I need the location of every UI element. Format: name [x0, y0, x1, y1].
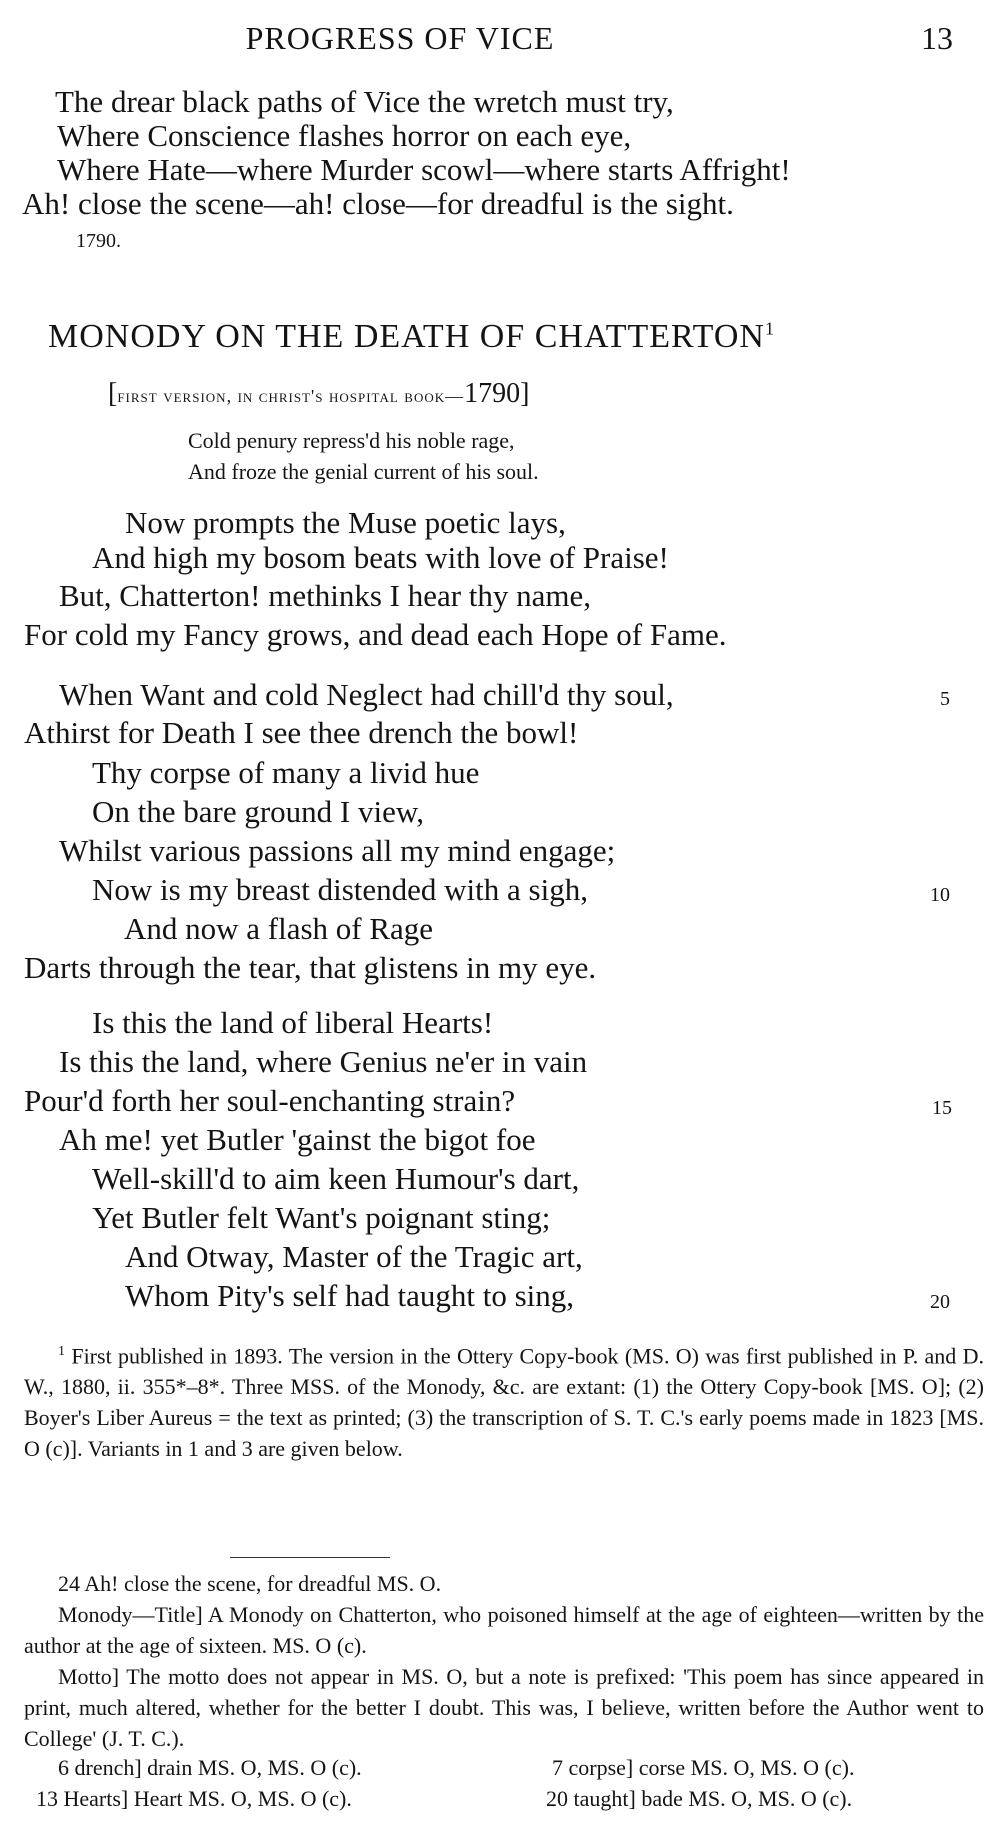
- verse-line: Darts through the tear, that glistens in my eye.: [24, 950, 597, 985]
- variant-note: 13 Hearts] Heart MS. O, MS. O (c).: [36, 1786, 352, 1811]
- verse-line: Athirst for Death I see thee drench the bowl!: [24, 715, 579, 750]
- verse-line: Yet Butler felt Want's poignant sting;: [92, 1200, 551, 1235]
- poem-subtitle: [first version, in christ's hospital book—1790]: [108, 378, 530, 409]
- verse-line: And Otway, Master of the Tragic art,: [125, 1239, 583, 1274]
- verse-line: And high my bosom beats with love of Praise!: [92, 540, 669, 575]
- motto-line: And froze the genial current of his soul.: [188, 459, 539, 484]
- running-header: PROGRESS OF VICE: [245, 20, 555, 56]
- verse-line: Ah! close the scene—ah! close—for dreadful is the sight.: [22, 186, 734, 221]
- verse-line: Is this the land of liberal Hearts!: [92, 1005, 494, 1040]
- footnote: $^1$ First published in 1893. The version in the Ottery Copy-book (MS. O) was first published in P. and D. W., 1880, ii. 355*–8*. Three MSS. of the Monody, &c. are extant: (1) the Ottery Copy-book [MS. O]; (2) Boyer's Liber Aureus = the text as printed; (3) the transcription of S. T. C.'s early poems made in 1823 [MS. O (c)]. Variants in 1 and 3 are given below.: [24, 1343, 985, 1462]
- verse-line: Whom Pity's self had taught to sing,: [125, 1278, 575, 1313]
- line-number: 5: [940, 688, 950, 710]
- line-number: 10: [930, 884, 950, 906]
- verse-line: On the bare ground I view,: [92, 794, 424, 829]
- variant-note: Monody—Title] A Monody on Chatterton, who poisoned himself at the age of eighteen—written by the author at the age of sixteen. MS. O (c).: [24, 1602, 984, 1658]
- divider: [230, 1557, 390, 1558]
- variant-note: 7 corpse] corse MS. O, MS. O (c).: [552, 1755, 855, 1780]
- motto-line: Cold penury repress'd his noble rage,: [188, 428, 515, 453]
- poem-date: 1790.: [76, 230, 121, 252]
- footnote-marker: 1: [58, 1344, 65, 1359]
- verse-line: For cold my Fancy grows, and dead each Hope of Fame.: [24, 617, 727, 652]
- variant-note: 24 Ah! close the scene, for dreadful MS. O.: [58, 1571, 442, 1596]
- verse-line: Now is my breast distended with a sigh,: [92, 872, 588, 907]
- verse-line: Now prompts the Muse poetic lays,: [125, 505, 566, 540]
- variant-note: 20 taught] bade MS. O, MS. O (c).: [546, 1786, 853, 1811]
- verse-line: Whilst various passions all my mind engage;: [59, 833, 616, 868]
- line-number: 15: [932, 1097, 952, 1119]
- verse-line: Pour'd forth her soul-enchanting strain?: [24, 1083, 516, 1118]
- verse-line: Ah me! yet Butler 'gainst the bigot foe: [59, 1122, 536, 1157]
- variant-note: Motto] The motto does not appear in MS. O, but a note is prefixed: 'This poem has since appeared in print, much altered, whether for the better I doubt. This was, I believe, written before the Author went to College' (J. T. C.).: [24, 1664, 984, 1751]
- page-number: 13: [921, 20, 953, 56]
- variant-note: 6 drench] drain MS. O, MS. O (c).: [58, 1755, 362, 1780]
- verse-line: When Want and cold Neglect had chill'd thy soul,: [59, 677, 674, 712]
- verse-line: Is this the land, where Genius ne'er in vain: [59, 1044, 588, 1079]
- line-number: 20: [930, 1291, 950, 1313]
- verse-line: Where Hate—where Murder scowl—where starts Affright!: [57, 152, 791, 187]
- poem-title: MONODY ON THE DEATH OF CHATTERTON$^1$: [48, 318, 775, 355]
- verse-line: But, Chatterton! methinks I hear thy name,: [59, 578, 592, 613]
- verse-line: And now a flash of Rage: [124, 911, 434, 946]
- verse-line: Where Conscience flashes horror on each eye,: [57, 118, 632, 153]
- verse-line: Well-skill'd to aim keen Humour's dart,: [92, 1161, 580, 1196]
- verse-line: The drear black paths of Vice the wretch must try,: [55, 84, 674, 119]
- verse-line: Thy corpse of many a livid hue: [92, 755, 480, 790]
- footnote-marker: 1: [764, 318, 775, 339]
